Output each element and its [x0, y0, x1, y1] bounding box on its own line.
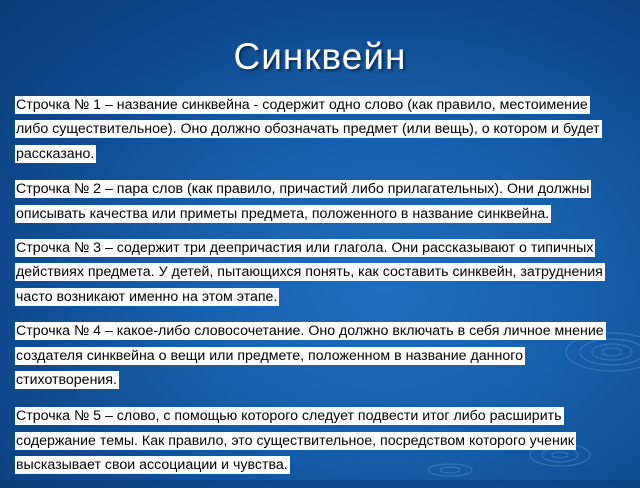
paragraph-line-3	[15, 236, 620, 309]
paragraph-line-4	[15, 319, 620, 392]
paragraph-line-5	[15, 404, 620, 477]
paragraph-line-2	[15, 177, 620, 226]
slide-title: Синквейн	[233, 36, 407, 77]
slide-content	[15, 93, 620, 488]
paragraph-line-3-text: Строчка № 3 – содержит три деепричастия или глагола. Они рассказывают о типичных действиях предмета. У детей, пытающихся понять, как составить синквейн, затруднения часто возникают именно на этом этапе.	[16, 240, 603, 305]
paragraph-line-4-text: Строчка № 4 – какое-либо словосочетание. Оно должно включать в себя личное мнение создателя синквейна о вещи или предмете, положенном в название данного стихотворения.	[16, 323, 604, 389]
paragraph-line-5-text: Строчка № 5 – слово, с помощью которого следует подвести итог либо расширить содержание темы. Как правило, это существительное, посредством которого ученик высказывает свои ассоциации и чувства.	[16, 408, 575, 474]
paragraph-line-1	[15, 93, 620, 166]
paragraph-line-1-text: Строчка № 1 – название синквейна - содержит одно слово (как правило, местоимение либо существительное). Оно должно обозначать предмет (или вещь), о котором и будет рассказано.	[16, 97, 600, 162]
paragraph-line-2-text: Строчка № 2 – пара слов (как правило, причастий либо прилагательных). Они должны описывать качества или приметы предмета, положенного в название синквейна.	[16, 181, 590, 222]
